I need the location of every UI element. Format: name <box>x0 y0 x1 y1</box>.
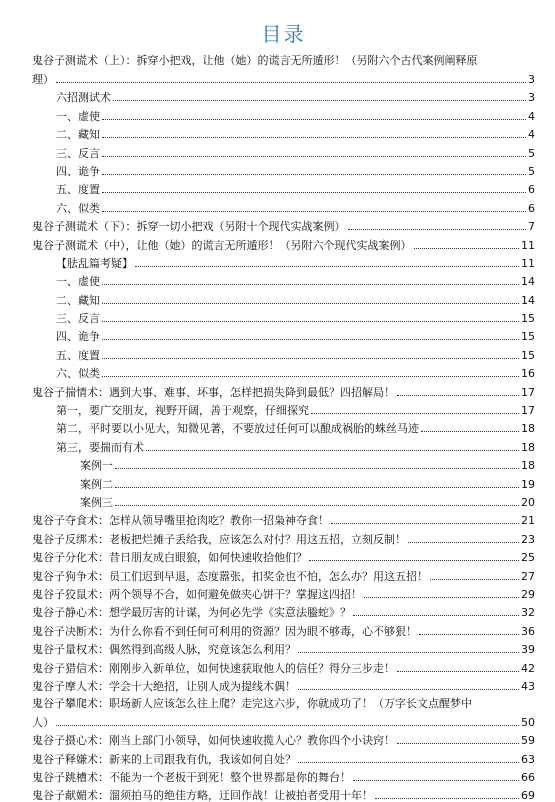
toc-page-number: 15 <box>521 348 535 362</box>
dot-leader <box>102 119 526 120</box>
dot-leader <box>102 192 526 193</box>
toc-entry-text-continued: 人） <box>32 715 54 729</box>
toc-entry[interactable] <box>32 380 535 398</box>
toc-entry[interactable] <box>32 472 535 490</box>
toc-page-number: 50 <box>521 715 535 729</box>
dot-leader <box>348 229 527 230</box>
toc-entry-text: 鬼谷子测谎术（中），让他（她）的谎言无所遁形！（另附六个现代实战案例） <box>32 238 412 252</box>
toc-entry-text: 五、度置 <box>56 183 100 197</box>
toc-page-number: 59 <box>521 734 535 748</box>
toc-entry[interactable] <box>32 656 535 674</box>
toc-entry[interactable] <box>32 104 535 122</box>
dot-leader <box>419 634 519 635</box>
dot-leader <box>298 689 519 690</box>
toc-entry-text: 鬼谷子夺食术：怎样从领导嘴里抢肉吃？教你一招枭神夺食！ <box>32 514 329 528</box>
toc-page-number: 15 <box>521 330 535 344</box>
toc-page-number: 36 <box>521 624 535 638</box>
dot-leader <box>414 248 520 249</box>
toc-entry-text: 三、反言 <box>56 312 100 326</box>
dot-leader <box>135 266 519 267</box>
dot-leader <box>102 376 519 377</box>
dot-leader <box>353 615 519 616</box>
toc-page-number: 14 <box>521 293 535 307</box>
toc-entry-text: 鬼谷子摩人术：学会十大绝招，让别人成为提线木偶！ <box>32 679 296 693</box>
toc-entry[interactable] <box>32 454 535 472</box>
dot-leader <box>353 780 519 781</box>
toc-entry-text: 五、度置 <box>56 348 100 362</box>
toc-page-number: 32 <box>521 606 535 620</box>
toc-entry-text: 鬼谷子量权术：偶然得到高级人脉，究竟该怎么利用？ <box>32 643 296 657</box>
dot-leader <box>113 100 526 101</box>
toc-page-number: 42 <box>521 661 535 675</box>
toc-entry-text: 一、虚使 <box>56 109 100 123</box>
toc-entry-text: 六、似类 <box>56 367 100 381</box>
dot-leader <box>430 579 519 580</box>
toc-page-number: 63 <box>521 752 535 766</box>
toc-entry-text: 鬼谷子狗争术：员工们迟到早退，态度嚣张，扣奖金也不怕，怎么办？用这五招！ <box>32 569 428 583</box>
toc-page-number: 21 <box>521 514 535 528</box>
toc-entry-text: 第二，平时要以小见大，知微见著，不要放过任何可以酿成祸胎的蛛丝马迹 <box>56 422 419 436</box>
toc-page-number: 43 <box>521 679 535 693</box>
toc-entry-text: 鬼谷子摄心术：刚当上部门小领导，如何快速收揽人心？教你四个小诀窍！ <box>32 734 395 748</box>
dot-leader <box>146 450 519 451</box>
table-of-contents <box>32 50 535 802</box>
toc-entry[interactable] <box>32 417 535 435</box>
toc-page-number: 3 <box>528 73 535 86</box>
dot-leader <box>102 174 526 175</box>
toc-entry-text: 鬼谷子测谎术（下）：拆穿一切小把戏（另附十个现代实战案例） <box>32 220 346 234</box>
toc-entry[interactable] <box>32 619 535 637</box>
dot-leader <box>102 284 519 285</box>
toc-page-number: 6 <box>528 201 535 215</box>
dot-leader <box>309 560 519 561</box>
toc-entry[interactable] <box>32 747 535 765</box>
toc-entry[interactable] <box>32 196 535 214</box>
toc-entry-text: 第三，要揣而有术 <box>56 440 144 454</box>
toc-entry-text: 鬼谷子测谎术（上）：拆穿小把戏，让他（她）的谎言无所遁形！（另附六个古代案例阐释原 <box>32 54 478 67</box>
toc-page-number: 20 <box>521 495 535 509</box>
dot-leader <box>331 523 519 524</box>
toc-entry[interactable] <box>32 564 535 582</box>
toc-entry[interactable] <box>32 583 535 601</box>
toc-entry-text: 鬼谷子猎信术：刚刚步入新单位，如何快速获取他人的信任？得分三步走！ <box>32 661 395 675</box>
toc-entry[interactable] <box>32 307 535 325</box>
toc-page-number: 19 <box>521 477 535 491</box>
toc-entry-text: 鬼谷子决断术：为什么你看不到任何可利用的资源？因为眼不够毒，心不够狠！ <box>32 624 417 638</box>
toc-entry[interactable] <box>32 435 535 453</box>
toc-entry-text: 鬼谷子揣情术：遇到大事、难事、坏事，怎样把损失降到最低？四招解局！ <box>32 385 395 399</box>
toc-entry[interactable] <box>32 509 535 527</box>
toc-page-number: 17 <box>521 385 535 399</box>
toc-page-number: 66 <box>521 771 535 785</box>
toc-entry[interactable] <box>32 325 535 343</box>
toc-entry[interactable] <box>32 215 535 233</box>
toc-entry-text: 鬼谷子反绑术：老板把烂摊子丢给我，应该怎么对付？用这五招，立刻反制！ <box>32 532 406 546</box>
dot-leader <box>298 762 519 763</box>
toc-page-number: 3 <box>528 91 535 105</box>
toc-entry-text: 六、似类 <box>56 201 100 215</box>
toc-page-number: 69 <box>521 789 535 802</box>
dot-leader <box>102 156 526 157</box>
toc-entry[interactable] <box>32 362 535 380</box>
dot-leader <box>102 211 526 212</box>
toc-entry[interactable] <box>32 784 535 802</box>
toc-page-number: 14 <box>521 275 535 289</box>
toc-entry[interactable] <box>32 86 535 104</box>
toc-entry[interactable] <box>32 123 535 141</box>
dot-leader <box>298 652 519 653</box>
toc-entry[interactable] <box>32 160 535 178</box>
toc-entry-text: 鬼谷子攀爬术：职场新人应该怎么往上爬？走完这六步，你就成功了！（万字长文点醒梦中 <box>32 696 472 710</box>
toc-entry-text: 鬼谷子静心术：想学最厉害的计谋，为何必先学《实意法螣蛇》？ <box>32 606 351 620</box>
toc-entry-text: 【胠乱篇考疑】 <box>56 256 133 270</box>
dot-leader <box>56 82 526 83</box>
toc-page-number: 6 <box>528 183 535 197</box>
toc-entry-text-continued: 理） <box>32 73 54 86</box>
toc-entry[interactable] <box>32 693 535 729</box>
toc-title: 目录 <box>261 22 306 46</box>
toc-page-number: 25 <box>521 551 535 565</box>
toc-entry-text: 案例一 <box>80 459 113 473</box>
toc-page-number: 16 <box>521 367 535 381</box>
dot-leader <box>364 597 519 598</box>
toc-page-number: 4 <box>528 109 535 123</box>
toc-page-number: 11 <box>521 256 535 270</box>
toc-entry[interactable] <box>32 270 535 288</box>
toc-page-number: 29 <box>521 587 535 601</box>
dot-leader <box>397 743 519 744</box>
toc-entry-text: 案例二 <box>80 477 113 491</box>
toc-page-number: 5 <box>528 164 535 178</box>
toc-entry[interactable] <box>32 491 535 509</box>
toc-page-number: 18 <box>521 422 535 436</box>
toc-entry-text: 鬼谷子跳槽术：不能为一个老板干到死！整个世界都是你的舞台！ <box>32 771 351 785</box>
toc-page-number: 23 <box>521 532 535 546</box>
dot-leader <box>115 505 519 506</box>
dot-leader <box>115 487 519 488</box>
toc-entry[interactable] <box>32 178 535 196</box>
toc-entry[interactable] <box>32 399 535 417</box>
toc-page-number: 15 <box>521 312 535 326</box>
toc-page-number: 5 <box>528 146 535 160</box>
toc-entry[interactable] <box>32 675 535 693</box>
toc-page-number: 18 <box>521 440 535 454</box>
dot-leader <box>102 303 519 304</box>
dot-leader <box>421 431 519 432</box>
toc-entry-text: 鬼谷子献媚术：溜须拍马的绝佳方略，迂回作战！让被拍者受用十年！ <box>32 789 373 802</box>
toc-entry-text: 第一，要广交朋友，视野开阔，善于观察，仔细探究 <box>56 404 309 418</box>
dot-leader <box>102 321 519 322</box>
toc-entry[interactable] <box>32 50 535 86</box>
dot-leader <box>115 468 519 469</box>
toc-page-number: 4 <box>528 128 535 142</box>
toc-entry-text: 二、藏知 <box>56 128 100 142</box>
toc-entry[interactable] <box>32 766 535 784</box>
dot-leader <box>397 671 519 672</box>
toc-entry[interactable] <box>32 546 535 564</box>
toc-entry[interactable] <box>32 343 535 361</box>
toc-page-number: 18 <box>521 459 535 473</box>
toc-entry-text: 鬼谷子释嫌术：新来的上司跟我有仇，我该如何自处？ <box>32 752 296 766</box>
toc-page-number: 39 <box>521 643 535 657</box>
dot-leader <box>408 542 519 543</box>
toc-entry-text: 案例三 <box>80 495 113 509</box>
toc-page-number: 27 <box>521 569 535 583</box>
toc-entry[interactable] <box>32 233 535 251</box>
toc-entry[interactable] <box>32 141 535 159</box>
dot-leader <box>56 725 519 726</box>
toc-entry[interactable] <box>32 288 535 306</box>
toc-entry-text: 鬼谷子狡鼠术：两个领导不合，如何避免做夹心饼干？掌握这四招！ <box>32 587 362 601</box>
toc-entry[interactable] <box>32 601 535 619</box>
toc-entry-text: 鬼谷子分化术：昔日朋友成白眼狼，如何快速收拾他们？ <box>32 551 307 565</box>
toc-entry[interactable] <box>32 729 535 747</box>
dot-leader <box>102 358 519 359</box>
dot-leader <box>102 339 519 340</box>
toc-entry-text: 四、诡争 <box>56 164 100 178</box>
toc-entry-text: 二、藏知 <box>56 293 100 307</box>
toc-entry[interactable] <box>32 527 535 545</box>
dot-leader <box>102 137 526 138</box>
dot-leader <box>397 395 519 396</box>
toc-entry-text: 四、诡争 <box>56 330 100 344</box>
toc-entry[interactable] <box>32 638 535 656</box>
toc-entry-text: 六招测试术 <box>56 91 111 105</box>
toc-entry-text: 一、虚使 <box>56 275 100 289</box>
dot-leader <box>311 413 519 414</box>
toc-page-number: 11 <box>521 238 535 252</box>
toc-entry[interactable] <box>32 252 535 270</box>
toc-page-number: 7 <box>528 220 535 234</box>
toc-entry-text: 三、反言 <box>56 146 100 160</box>
toc-page-number: 17 <box>521 404 535 418</box>
